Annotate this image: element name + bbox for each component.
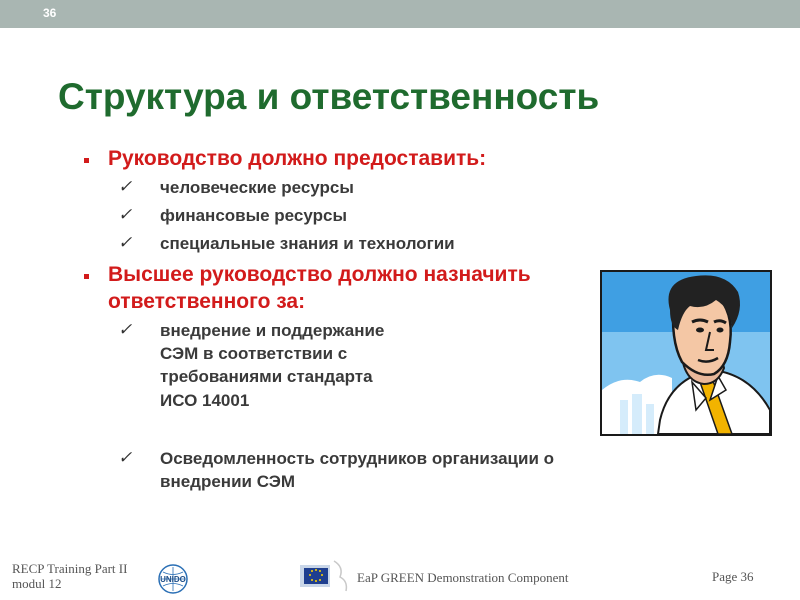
- section1-item: человеческие ресурсы: [160, 178, 354, 197]
- section2-item2-line: внедрении СЭМ: [160, 472, 296, 491]
- page-number: Page 36: [712, 569, 754, 584]
- check-icon: ✓: [118, 177, 133, 196]
- section1-item: специальные знания и технологии: [160, 234, 455, 253]
- footer-course: [12, 561, 127, 591]
- top-bar: [0, 0, 800, 28]
- section2-heading-line1: Высшее руководство должно назначить: [108, 263, 531, 286]
- bullet-square-icon: [84, 158, 89, 163]
- eu-flag-logo-icon: [300, 559, 352, 593]
- bullet-square-icon: [84, 274, 89, 279]
- section2-item2-line: Осведомленность сотрудников организации о: [160, 449, 555, 468]
- section2-item1-line: ИСО 14001: [160, 391, 250, 410]
- unido-logo-text: UNIDO: [160, 575, 186, 584]
- section1-heading: Руководство должно предоставить:: [108, 147, 487, 170]
- section2-item1-line: внедрение и поддержание: [160, 321, 385, 340]
- check-icon: ✓: [118, 448, 133, 467]
- businessman-illustration-icon: [600, 270, 772, 436]
- footer-course-line2: modul 12: [12, 576, 62, 591]
- section1-item: финансовые ресурсы: [160, 206, 347, 225]
- unido-logo-icon: [151, 563, 195, 595]
- slide-title: Структура и ответственность: [58, 76, 600, 117]
- check-icon: ✓: [118, 205, 133, 224]
- section2-item1-line: СЭМ в соответствии с: [160, 344, 348, 363]
- check-icon: ✓: [118, 320, 133, 339]
- slide-number: 36: [43, 6, 57, 20]
- section2-item1-line: требованиями стандарта: [160, 367, 373, 386]
- section2-heading-line2: ответственного за:: [108, 290, 306, 313]
- footer-component: EaP GREEN Demonstration Component: [357, 570, 569, 585]
- footer-course-line1: RECP Training Part II: [12, 561, 128, 576]
- check-icon: ✓: [118, 233, 133, 252]
